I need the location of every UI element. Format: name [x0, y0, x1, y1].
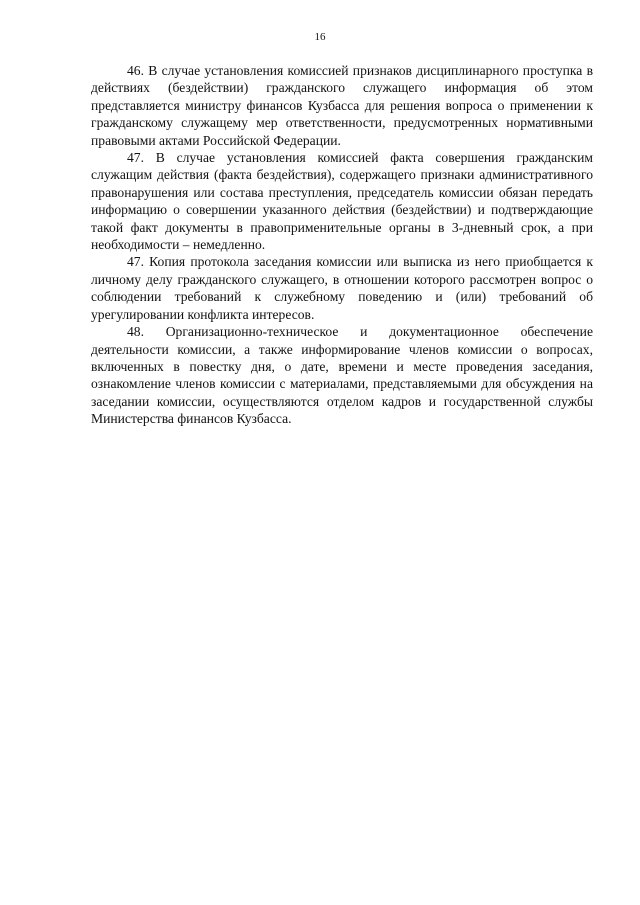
paragraph-47-second: 47. Копия протокола заседания комиссии или выписка из него приобщается к личному делу гражданского служащего, в отношении которого рассмотрен вопрос о соблюдении требований к служебному поведению и (или) требований об урегулировании конфликта интересов. [91, 254, 593, 322]
paragraph-47-first: 47. В случае установления комиссией факта совершения гражданским служащим действия (факта бездействия), содержащего признаки административного правонарушения или состава преступления, председатель комиссии обязан передать информацию о совершении указанного действия (бездействии) и подтверждающие такой факт документы в правоприменительные органы в 3-дневный срок, а при необходимости – немедленно. [91, 150, 593, 253]
paragraph-46: 46. В случае установления комиссией признаков дисциплинарного проступка в действиях (бездействии) гражданского служащего информация об этом представляется министру финансов Кузбасса для решения вопроса о применении к гражданскому служащему мер ответственности, предусмотренных нормативными правовыми актами Российской Федерации. [91, 63, 593, 148]
paragraph-48: 48. Организационно-техническое и документационное обеспечение деятельности комиссии, а также информирование членов комиссии о вопросах, включенных в повестку дня, о дате, времени и месте проведения заседания, ознакомление членов комиссии с материалами, представляемыми для обсуждения на заседании комиссии, осуществляются отделом кадров и государственной службы Министерства финансов Кузбасса. [91, 324, 593, 427]
document-body [91, 62, 593, 428]
page-number: 16 [314, 31, 326, 43]
